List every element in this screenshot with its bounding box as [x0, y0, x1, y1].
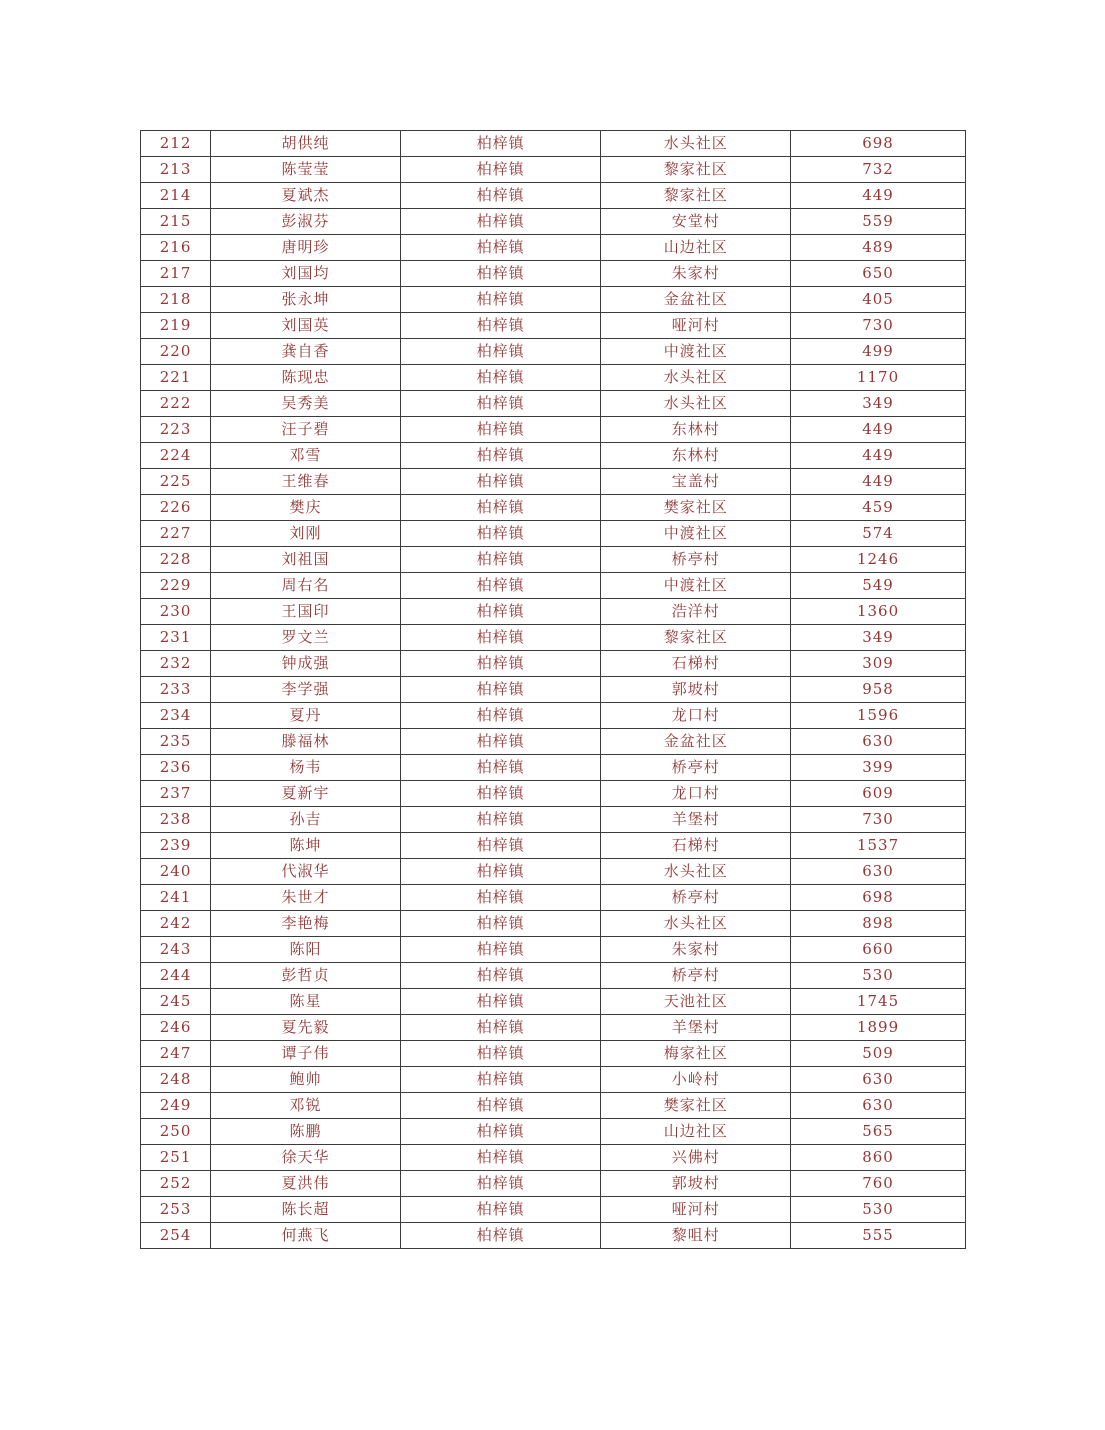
cell-index: 235	[141, 729, 211, 755]
table-row	[141, 703, 966, 729]
cell-town: 柏梓镇	[400, 261, 600, 287]
cell-index: 219	[141, 313, 211, 339]
table-row	[141, 287, 966, 313]
cell-name: 夏新宇	[211, 781, 401, 807]
cell-name: 夏先毅	[211, 1015, 401, 1041]
cell-amount: 399	[791, 755, 966, 781]
table-row	[141, 235, 966, 261]
cell-town: 柏梓镇	[400, 885, 600, 911]
cell-amount: 660	[791, 937, 966, 963]
cell-name: 夏洪伟	[211, 1171, 401, 1197]
cell-village: 小岭村	[601, 1067, 791, 1093]
cell-name: 滕福林	[211, 729, 401, 755]
cell-amount: 1745	[791, 989, 966, 1015]
cell-index: 231	[141, 625, 211, 651]
cell-index: 238	[141, 807, 211, 833]
table-row	[141, 885, 966, 911]
cell-amount: 565	[791, 1119, 966, 1145]
cell-name: 何燕飞	[211, 1223, 401, 1249]
cell-index: 237	[141, 781, 211, 807]
cell-village: 浩洋村	[601, 599, 791, 625]
cell-town: 柏梓镇	[400, 1145, 600, 1171]
cell-name: 陈现忠	[211, 365, 401, 391]
cell-town: 柏梓镇	[400, 833, 600, 859]
cell-village: 宝盖村	[601, 469, 791, 495]
cell-index: 244	[141, 963, 211, 989]
cell-name: 代淑华	[211, 859, 401, 885]
cell-amount: 958	[791, 677, 966, 703]
cell-index: 252	[141, 1171, 211, 1197]
cell-index: 230	[141, 599, 211, 625]
table-row	[141, 1223, 966, 1249]
cell-name: 夏丹	[211, 703, 401, 729]
cell-town: 柏梓镇	[400, 469, 600, 495]
cell-index: 215	[141, 209, 211, 235]
table-row	[141, 261, 966, 287]
cell-town: 柏梓镇	[400, 651, 600, 677]
cell-town: 柏梓镇	[400, 1171, 600, 1197]
cell-village: 安堂村	[601, 209, 791, 235]
cell-village: 郭坡村	[601, 1171, 791, 1197]
cell-village: 金盆社区	[601, 729, 791, 755]
cell-town: 柏梓镇	[400, 157, 600, 183]
cell-village: 水头社区	[601, 859, 791, 885]
cell-name: 彭哲贞	[211, 963, 401, 989]
table-row	[141, 729, 966, 755]
cell-village: 黎咀村	[601, 1223, 791, 1249]
cell-index: 227	[141, 521, 211, 547]
table-row	[141, 417, 966, 443]
cell-village: 水头社区	[601, 131, 791, 157]
cell-amount: 1596	[791, 703, 966, 729]
cell-town: 柏梓镇	[400, 391, 600, 417]
cell-name: 陈星	[211, 989, 401, 1015]
cell-name: 鲍帅	[211, 1067, 401, 1093]
cell-amount: 760	[791, 1171, 966, 1197]
cell-town: 柏梓镇	[400, 963, 600, 989]
table-row	[141, 1041, 966, 1067]
cell-index: 223	[141, 417, 211, 443]
cell-village: 兴佛村	[601, 1145, 791, 1171]
cell-index: 241	[141, 885, 211, 911]
cell-village: 石梯村	[601, 833, 791, 859]
cell-name: 汪子碧	[211, 417, 401, 443]
table-row	[141, 573, 966, 599]
cell-index: 234	[141, 703, 211, 729]
cell-village: 哑河村	[601, 1197, 791, 1223]
table-row	[141, 833, 966, 859]
cell-village: 朱家村	[601, 937, 791, 963]
table-row	[141, 209, 966, 235]
cell-index: 253	[141, 1197, 211, 1223]
cell-amount: 574	[791, 521, 966, 547]
table-row	[141, 495, 966, 521]
table-row	[141, 521, 966, 547]
cell-amount: 630	[791, 729, 966, 755]
cell-amount: 405	[791, 287, 966, 313]
cell-index: 213	[141, 157, 211, 183]
cell-village: 樊家社区	[601, 495, 791, 521]
cell-name: 刘国英	[211, 313, 401, 339]
cell-town: 柏梓镇	[400, 937, 600, 963]
table-row	[141, 391, 966, 417]
cell-town: 柏梓镇	[400, 573, 600, 599]
table-row	[141, 625, 966, 651]
cell-town: 柏梓镇	[400, 183, 600, 209]
cell-amount: 730	[791, 807, 966, 833]
cell-village: 龙口村	[601, 703, 791, 729]
cell-index: 250	[141, 1119, 211, 1145]
cell-amount: 732	[791, 157, 966, 183]
cell-index: 224	[141, 443, 211, 469]
table-row	[141, 651, 966, 677]
cell-amount: 489	[791, 235, 966, 261]
cell-index: 218	[141, 287, 211, 313]
table-row	[141, 339, 966, 365]
cell-index: 242	[141, 911, 211, 937]
cell-town: 柏梓镇	[400, 989, 600, 1015]
cell-name: 夏斌杰	[211, 183, 401, 209]
table-row	[141, 937, 966, 963]
cell-index: 247	[141, 1041, 211, 1067]
cell-village: 水头社区	[601, 365, 791, 391]
cell-town: 柏梓镇	[400, 859, 600, 885]
table-row	[141, 1119, 966, 1145]
cell-village: 桥亭村	[601, 963, 791, 989]
cell-village: 哑河村	[601, 313, 791, 339]
table-row	[141, 547, 966, 573]
cell-village: 桥亭村	[601, 885, 791, 911]
cell-name: 陈阳	[211, 937, 401, 963]
cell-index: 217	[141, 261, 211, 287]
table-row	[141, 1145, 966, 1171]
cell-index: 254	[141, 1223, 211, 1249]
table-row	[141, 183, 966, 209]
cell-index: 225	[141, 469, 211, 495]
cell-town: 柏梓镇	[400, 547, 600, 573]
cell-village: 东林村	[601, 443, 791, 469]
cell-name: 邓锐	[211, 1093, 401, 1119]
table-row	[141, 443, 966, 469]
cell-amount: 449	[791, 443, 966, 469]
cell-index: 245	[141, 989, 211, 1015]
cell-name: 吴秀美	[211, 391, 401, 417]
cell-amount: 530	[791, 963, 966, 989]
cell-amount: 898	[791, 911, 966, 937]
cell-village: 山边社区	[601, 235, 791, 261]
cell-amount: 459	[791, 495, 966, 521]
cell-index: 243	[141, 937, 211, 963]
cell-amount: 1170	[791, 365, 966, 391]
cell-amount: 650	[791, 261, 966, 287]
cell-town: 柏梓镇	[400, 911, 600, 937]
cell-index: 239	[141, 833, 211, 859]
table-row	[141, 989, 966, 1015]
table-row	[141, 807, 966, 833]
cell-village: 羊堡村	[601, 1015, 791, 1041]
cell-town: 柏梓镇	[400, 1015, 600, 1041]
cell-name: 徐天华	[211, 1145, 401, 1171]
table-row	[141, 677, 966, 703]
cell-town: 柏梓镇	[400, 1041, 600, 1067]
cell-amount: 449	[791, 183, 966, 209]
cell-amount: 630	[791, 1093, 966, 1119]
cell-index: 216	[141, 235, 211, 261]
table-row	[141, 1067, 966, 1093]
cell-index: 222	[141, 391, 211, 417]
table-row	[141, 1015, 966, 1041]
cell-name: 陈鹏	[211, 1119, 401, 1145]
cell-index: 221	[141, 365, 211, 391]
cell-index: 233	[141, 677, 211, 703]
cell-amount: 555	[791, 1223, 966, 1249]
cell-index: 228	[141, 547, 211, 573]
cell-name: 谭子伟	[211, 1041, 401, 1067]
cell-town: 柏梓镇	[400, 781, 600, 807]
cell-amount: 1246	[791, 547, 966, 573]
cell-village: 中渡社区	[601, 521, 791, 547]
cell-town: 柏梓镇	[400, 677, 600, 703]
cell-village: 金盆社区	[601, 287, 791, 313]
cell-index: 220	[141, 339, 211, 365]
cell-index: 236	[141, 755, 211, 781]
cell-amount: 559	[791, 209, 966, 235]
cell-town: 柏梓镇	[400, 1119, 600, 1145]
table-row	[141, 365, 966, 391]
cell-town: 柏梓镇	[400, 625, 600, 651]
cell-village: 天池社区	[601, 989, 791, 1015]
cell-index: 226	[141, 495, 211, 521]
cell-name: 邓雪	[211, 443, 401, 469]
cell-town: 柏梓镇	[400, 235, 600, 261]
data-table-container	[140, 130, 966, 1249]
cell-name: 李学强	[211, 677, 401, 703]
cell-village: 东林村	[601, 417, 791, 443]
cell-village: 水头社区	[601, 391, 791, 417]
cell-town: 柏梓镇	[400, 755, 600, 781]
cell-town: 柏梓镇	[400, 1067, 600, 1093]
cell-index: 232	[141, 651, 211, 677]
cell-town: 柏梓镇	[400, 209, 600, 235]
cell-name: 杨韦	[211, 755, 401, 781]
cell-name: 陈莹莹	[211, 157, 401, 183]
cell-village: 羊堡村	[601, 807, 791, 833]
cell-amount: 1899	[791, 1015, 966, 1041]
cell-name: 朱世才	[211, 885, 401, 911]
cell-village: 龙口村	[601, 781, 791, 807]
cell-town: 柏梓镇	[400, 729, 600, 755]
cell-name: 王国印	[211, 599, 401, 625]
cell-town: 柏梓镇	[400, 417, 600, 443]
cell-village: 桥亭村	[601, 755, 791, 781]
cell-village: 朱家村	[601, 261, 791, 287]
table-body	[141, 131, 966, 1249]
table-row	[141, 1197, 966, 1223]
cell-village: 樊家社区	[601, 1093, 791, 1119]
table-row	[141, 911, 966, 937]
cell-town: 柏梓镇	[400, 365, 600, 391]
cell-index: 251	[141, 1145, 211, 1171]
cell-village: 黎家社区	[601, 157, 791, 183]
cell-name: 王维春	[211, 469, 401, 495]
cell-amount: 509	[791, 1041, 966, 1067]
cell-name: 陈长超	[211, 1197, 401, 1223]
cell-town: 柏梓镇	[400, 599, 600, 625]
cell-town: 柏梓镇	[400, 1093, 600, 1119]
cell-village: 桥亭村	[601, 547, 791, 573]
table-row	[141, 131, 966, 157]
cell-name: 李艳梅	[211, 911, 401, 937]
cell-name: 胡供纯	[211, 131, 401, 157]
cell-village: 中渡社区	[601, 339, 791, 365]
cell-town: 柏梓镇	[400, 339, 600, 365]
table-row	[141, 469, 966, 495]
cell-name: 刘祖国	[211, 547, 401, 573]
cell-amount: 530	[791, 1197, 966, 1223]
cell-name: 刘国均	[211, 261, 401, 287]
cell-name: 钟成强	[211, 651, 401, 677]
cell-village: 梅家社区	[601, 1041, 791, 1067]
cell-village: 石梯村	[601, 651, 791, 677]
cell-village: 黎家社区	[601, 183, 791, 209]
cell-town: 柏梓镇	[400, 287, 600, 313]
cell-amount: 698	[791, 131, 966, 157]
cell-town: 柏梓镇	[400, 313, 600, 339]
cell-index: 246	[141, 1015, 211, 1041]
cell-town: 柏梓镇	[400, 703, 600, 729]
cell-village: 郭坡村	[601, 677, 791, 703]
cell-name: 周右名	[211, 573, 401, 599]
cell-amount: 449	[791, 417, 966, 443]
cell-name: 彭淑芬	[211, 209, 401, 235]
cell-amount: 1537	[791, 833, 966, 859]
cell-name: 张永坤	[211, 287, 401, 313]
cell-village: 黎家社区	[601, 625, 791, 651]
cell-index: 248	[141, 1067, 211, 1093]
cell-name: 刘刚	[211, 521, 401, 547]
cell-town: 柏梓镇	[400, 131, 600, 157]
cell-amount: 698	[791, 885, 966, 911]
cell-amount: 449	[791, 469, 966, 495]
cell-town: 柏梓镇	[400, 495, 600, 521]
cell-amount: 549	[791, 573, 966, 599]
table-row	[141, 963, 966, 989]
cell-index: 212	[141, 131, 211, 157]
cell-village: 水头社区	[601, 911, 791, 937]
cell-index: 214	[141, 183, 211, 209]
table-row	[141, 781, 966, 807]
table-row	[141, 755, 966, 781]
cell-amount: 349	[791, 625, 966, 651]
cell-name: 陈坤	[211, 833, 401, 859]
cell-town: 柏梓镇	[400, 807, 600, 833]
cell-town: 柏梓镇	[400, 443, 600, 469]
cell-index: 240	[141, 859, 211, 885]
cell-village: 山边社区	[601, 1119, 791, 1145]
cell-town: 柏梓镇	[400, 1223, 600, 1249]
cell-index: 229	[141, 573, 211, 599]
cell-town: 柏梓镇	[400, 1197, 600, 1223]
cell-name: 唐明珍	[211, 235, 401, 261]
cell-amount: 499	[791, 339, 966, 365]
cell-amount: 609	[791, 781, 966, 807]
cell-name: 孙吉	[211, 807, 401, 833]
cell-amount: 1360	[791, 599, 966, 625]
cell-amount: 349	[791, 391, 966, 417]
cell-town: 柏梓镇	[400, 521, 600, 547]
table-row	[141, 1171, 966, 1197]
cell-amount: 860	[791, 1145, 966, 1171]
cell-name: 罗文兰	[211, 625, 401, 651]
table-row	[141, 313, 966, 339]
table-row	[141, 599, 966, 625]
cell-name: 樊庆	[211, 495, 401, 521]
table-row	[141, 1093, 966, 1119]
table-row	[141, 157, 966, 183]
cell-amount: 630	[791, 1067, 966, 1093]
cell-village: 中渡社区	[601, 573, 791, 599]
cell-name: 龚自香	[211, 339, 401, 365]
cell-amount: 630	[791, 859, 966, 885]
table-row	[141, 859, 966, 885]
cell-amount: 309	[791, 651, 966, 677]
cell-index: 249	[141, 1093, 211, 1119]
data-table	[140, 130, 966, 1249]
cell-amount: 730	[791, 313, 966, 339]
